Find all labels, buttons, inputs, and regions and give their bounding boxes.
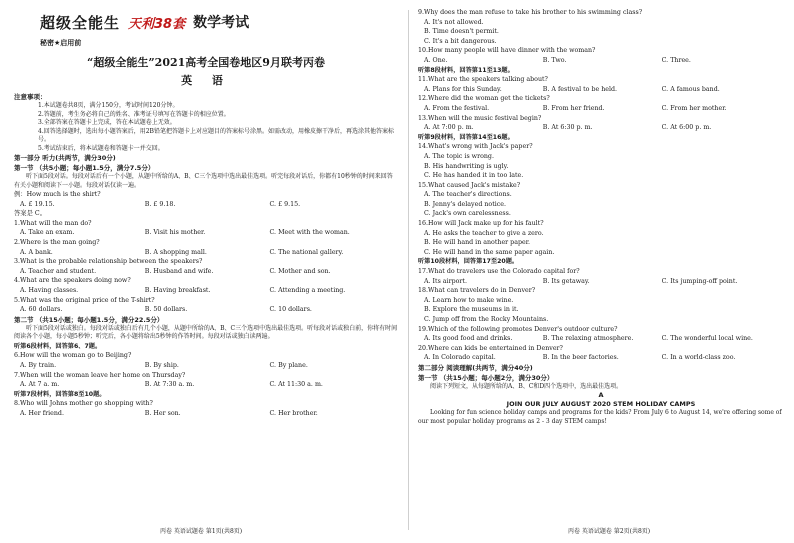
option-b: B. 50 dollars. (144, 306, 188, 314)
option-a: A. Its airport. (424, 277, 467, 285)
question-15 (418, 181, 784, 219)
option-c: C. Three. (661, 56, 691, 64)
option-a: A. 60 dollars. (20, 306, 63, 314)
option-c: C. By plane. (269, 361, 308, 369)
note-item: 4.回答选择题时，选出每小题答案后，用2B铅笔把答题卡上对应题目的答案标号涂黑。如需改动，用橡皮擦干净后，再选涂其他答案标号。 (38, 127, 394, 143)
option-c: C. Jump off from the Rocky Mountains. (424, 316, 549, 323)
notes-heading: 注意事项： (14, 93, 47, 101)
page-footer-left: 丙卷 英语试题卷 第1页(共8页) (160, 528, 243, 535)
option-b: B. Explore the museums in it. (424, 306, 519, 314)
option-b: B. £ 9.18. (144, 200, 176, 208)
material-group-9: 听第9段材料，回答第14至16题。 (418, 133, 514, 141)
question-text: 6.How will the woman go to Beijing? (14, 352, 132, 360)
question-10 (418, 46, 784, 65)
option-a: A. £ 19.15. (20, 200, 55, 208)
option-b: B. At 7:30 a. m. (144, 381, 195, 389)
question-19 (418, 325, 784, 344)
right-column (418, 8, 784, 426)
exam-title: “超级全能生”2021高考全国卷地区9月联考丙卷 (87, 56, 325, 69)
example-options (14, 200, 398, 210)
passage-title: JOIN OUR JULY AUGUST 2020 STEM HOLIDAY CAMPS (506, 400, 696, 409)
option-b: B. From her friend. (542, 104, 605, 112)
option-c: C. Meet with the woman. (269, 229, 350, 237)
section2-heading: 第二节 （共15小题；每小题1.5分，满分22.5分） (14, 315, 164, 324)
page-header (40, 8, 398, 36)
option-b: B. Jenny's delayed notice. (424, 200, 507, 208)
option-b: B. Husband and wife. (144, 267, 214, 275)
question-text: 3.What is the probable relationship between the speakers? (14, 258, 203, 266)
exam-series-title: 数学考试 (193, 15, 250, 31)
option-b: B. The relaxing atmosphere. (542, 335, 634, 343)
question-text: 15.What caused Jack's mistake? (418, 181, 521, 189)
question-text: 20.Where can kids be entertained in Denver? (418, 344, 563, 352)
option-a: A. Take an exam. (20, 229, 75, 237)
option-c: C. In a world-class zoo. (661, 354, 736, 362)
option-b: B. In the beer factories. (542, 354, 619, 362)
note-item: 5.考试结束后，将本试题卷和答题卡一并交回。 (38, 144, 164, 152)
option-a: A. The teacher's directions. (424, 191, 512, 199)
question-12 (418, 94, 784, 113)
column-divider (408, 10, 409, 530)
question-text: 4.What are the speakers doing now? (14, 277, 131, 285)
option-a: A. Plans for this Sunday. (424, 85, 502, 93)
option-a: A. At 7 a. m. (20, 381, 60, 389)
question-1 (14, 219, 398, 238)
option-a: A. From the festival. (424, 104, 490, 112)
note-item: 3.全部答案在答题卡上完成，答在本试题卷上无效。 (38, 119, 176, 126)
question-5 (14, 296, 398, 315)
option-c: C. The wonderful local wine. (661, 335, 753, 343)
option-c: C. A famous band. (661, 85, 720, 93)
question-text: 18.What can travelers do in Denver? (418, 287, 536, 295)
option-c: C. Its jumping-off point. (661, 277, 738, 285)
option-a: A. It's not allowed. (424, 18, 484, 26)
option-a: A. In Colorado capital. (424, 354, 496, 362)
option-c: C. It's a bit dangerous. (424, 37, 497, 45)
question-6 (14, 351, 398, 370)
option-c: C. Attending a meeting. (269, 286, 346, 294)
option-c: C. He will hand in the same paper again. (424, 248, 555, 256)
question-20 (418, 344, 784, 363)
question-11 (418, 75, 784, 94)
option-a: A. Learn how to make wine. (424, 296, 514, 304)
question-text: 7.When will the woman leave her home on Thursday? (14, 371, 186, 379)
section1-heading: 第一节 （共5小题；每小题1.5分，满分7.5分） (14, 164, 155, 172)
option-a: A. Its good food and drinks. (424, 335, 513, 343)
question-text: 14.What's wrong with Jack's paper? (418, 143, 533, 151)
question-7 (14, 371, 398, 390)
question-text: 11.What are the speakers talking about? (418, 76, 548, 84)
section2-instructions: 听下面5段对话或独白。每段对话或独白后有几个小题，从题中所给的A、B、C三个选项中选出最佳选项。听每段对话或独白前，你将有时间阅读各个小题，每小题5秒钟；听完后，各小题将给出5秒钟的作答时间。每段对话或独白读两遍。 (14, 324, 398, 341)
page-footer-right: 丙卷 英语试题卷 第2页(共8页) (568, 528, 651, 535)
section1-instructions: 听下面5段对话。每段对话后有一个小题，从题中所给的A、B、C三个选项中选出最佳选项。听完每段对话后，你都有10秒钟的时间来回答有关小题和阅读下一小题。每段对话仅读一遍。 (14, 173, 393, 189)
part2-section1-heading: 第一节 （共15小题；每小题2分，满分30分） (418, 373, 554, 382)
option-c: C. At 6:00 p. m. (661, 124, 712, 132)
brand-logo-text: 超级全能生 (40, 13, 121, 32)
material-group-6: 听第6段材料，回答第6、7题。 (14, 342, 102, 350)
option-c: C. From her mother. (661, 104, 727, 112)
question-text: 10.How many people will have dinner with the woman? (418, 47, 596, 55)
question-text: 19.Which of the following promotes Denver's outdoor culture? (418, 325, 618, 333)
note-item: 2.答题前，考生务必将自己的姓名、准考证号填写在答题卡的相应位置。 (38, 110, 230, 118)
question-4 (14, 276, 398, 295)
option-b: B. Having breakfast. (144, 286, 211, 294)
question-text: 5.What was the original price of the T-shirt? (14, 296, 155, 304)
example-question: 例：How much is the shirt? (14, 191, 101, 198)
question-3 (14, 257, 398, 276)
question-16 (418, 219, 784, 257)
question-text: 17.What do travelers use the Colorado capital for? (418, 268, 580, 276)
passage-text: Looking for fun science holiday camps and programs for the kids? From July 6 to August 14, we're offering some of our most popular holiday programs as 2 - 3 day STEM camps! (418, 409, 782, 425)
secret-mark: 秘密★启用前 (40, 39, 82, 47)
option-b: B. His handwriting is ugly. (424, 162, 509, 170)
material-group-7: 听第7段材料，回答第8至10题。 (14, 390, 106, 398)
option-c: C. Her brother. (269, 409, 318, 417)
question-9 (418, 8, 784, 46)
tianli-logo: 天利38套 (128, 16, 186, 32)
option-b: B. Its getaway. (542, 277, 590, 285)
question-text: 1.What will the man do? (14, 219, 92, 227)
question-13 (418, 114, 784, 133)
option-b: B. He will hand in another paper. (424, 239, 531, 247)
subject-title: 英 语 (181, 74, 231, 87)
option-a: A. A bank. (20, 248, 53, 256)
passage-letter: A (598, 391, 604, 400)
part1-heading: 第一部分 听力(共两节，满分30分) (14, 154, 116, 162)
option-a: A. Teacher and student. (20, 267, 97, 275)
option-c: C. 10 dollars. (269, 306, 312, 314)
option-a: A. At 7:00 p. m. (424, 124, 474, 132)
option-c: C. At 11:30 a. m. (269, 381, 323, 389)
option-b: B. Visit his mother. (144, 229, 206, 237)
option-b: B. Two. (542, 56, 567, 64)
material-group-10: 听第10段材料，回答第17至20题。 (418, 258, 519, 266)
option-b: B. A festival to be held. (542, 85, 618, 93)
material-group-8: 听第8段材料，回答第11至13题。 (418, 66, 514, 74)
question-17 (418, 267, 784, 286)
option-a: A. The topic is wrong. (424, 152, 494, 160)
option-a: A. Her friend. (20, 409, 64, 417)
option-a: A. By train. (20, 361, 57, 369)
option-c: C. Mother and son. (269, 267, 331, 275)
question-2 (14, 238, 398, 257)
option-c: C. £ 9.15. (269, 200, 301, 208)
example-answer: 答案是 C。 (14, 210, 47, 218)
option-a: A. He asks the teacher to give a zero. (424, 229, 544, 237)
left-column (14, 8, 398, 418)
option-b: B. A shopping mall. (144, 248, 207, 256)
option-b: B. Time doesn't permit. (424, 28, 499, 36)
question-8 (14, 399, 398, 418)
question-text: 13.When will the music festival begin? (418, 114, 542, 122)
question-text: 16.How will Jack make up for his fault? (418, 220, 544, 228)
option-a: A. Having classes. (20, 286, 79, 294)
question-text: 8.Who will Johns mother go shopping with? (14, 400, 153, 408)
question-18 (418, 286, 784, 324)
option-b: B. At 6:30 p. m. (542, 124, 593, 132)
question-14 (418, 142, 784, 180)
note-item: 1.本试题卷共8页，满分150分，考试时间120分钟。 (38, 102, 179, 109)
option-a: A. One. (424, 56, 448, 64)
option-c: C. Jack's own carelessness. (424, 210, 511, 218)
option-c: C. The national gallery. (269, 248, 344, 256)
part2-instructions: 阅读下列短文，从每题所给的A、B、C和D四个选项中，选出最佳选项。 (430, 382, 623, 390)
option-b: B. Her son. (144, 409, 181, 417)
part2-heading: 第二部分 阅读理解(共两节，满分40分) (418, 363, 533, 372)
option-b: B. By ship. (144, 361, 179, 369)
question-text: 12.Where did the woman get the tickets? (418, 95, 550, 103)
option-c: C. He has handed it in too late. (424, 172, 524, 180)
question-text: 9.Why does the man refuse to take his brother to his swimming class? (418, 9, 643, 16)
question-text: 2.Where is the man going? (14, 238, 100, 246)
